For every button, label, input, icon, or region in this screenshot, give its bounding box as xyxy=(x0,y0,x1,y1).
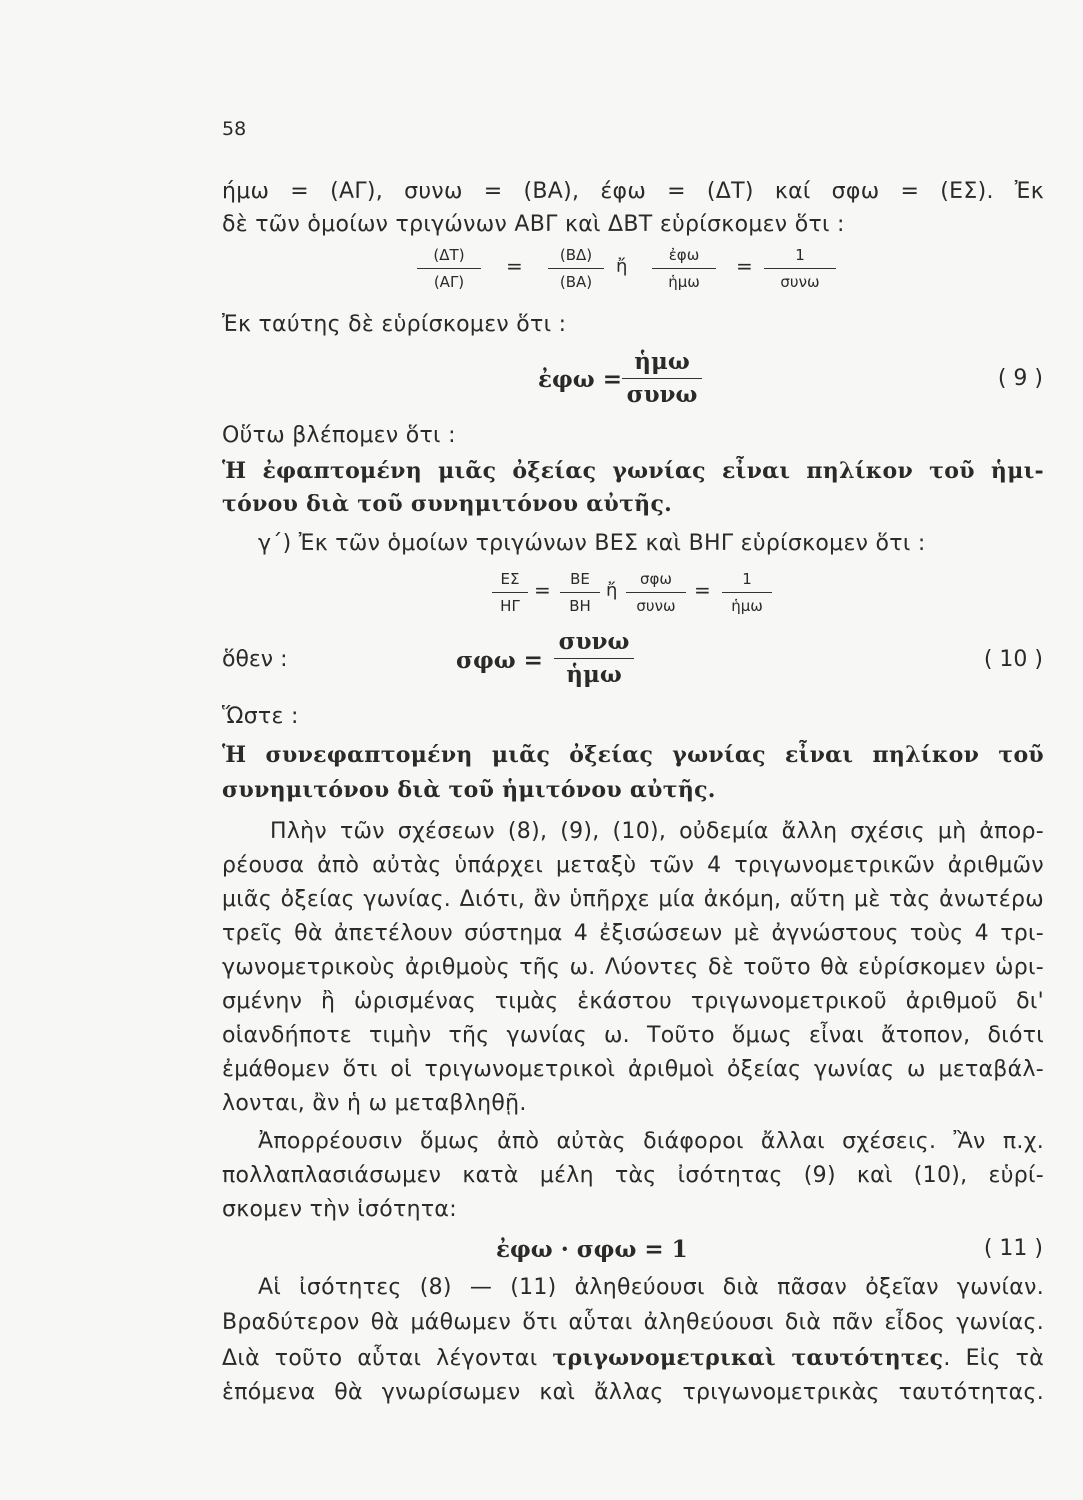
text-line: ήμω = (ΑΓ), συνω = (ΒΑ), έφω = (ΔΤ) καί σφω = (ΕΣ). Ἐκ xyxy=(222,179,1044,204)
text-line: πολλαπλασιάσωμεν κατὰ μέλη τὰς ἰσότητας (9) καὶ (10), εὑρί- xyxy=(222,1163,1044,1188)
bold-statement-line: συνημιτόνου διὰ τοῦ ἡμιτόνου αὐτῆς. xyxy=(222,777,716,803)
text-line: ρέουσα ἀπὸ αὐτὰς ὑπάρχει μεταξὺ τῶν 4 τριγωνομετρικῶν ἀριθμῶν xyxy=(222,853,1044,878)
fraction: συνω ἡμω xyxy=(554,628,634,689)
fraction: ἐφω ἡμω xyxy=(652,244,716,293)
text-line: Οὕτω βλέπομεν ὅτι : xyxy=(222,423,456,448)
text-line: οἱανδήποτε τιμὴν τῆς γωνίας ω. Τοῦτο ὅμως εἶναι ἄτοπον, διότι xyxy=(222,1023,1044,1048)
text-line: ἑπόμενα θὰ γνωρίσωμεν καὶ ἄλλας τριγωνομετρικὰς ταυτότητας. xyxy=(222,1380,1044,1405)
fraction: ΒΕ ΒΗ xyxy=(560,568,600,617)
equation-number: ( 11 ) xyxy=(983,1236,1043,1261)
text-line: τρεῖς θὰ ἀπετέλουν σύστημα 4 ἐξισώσεων μὲ ἀγνώστους τοὺς 4 τρι- xyxy=(222,921,1044,946)
bold-statement-line: τόνου διὰ τοῦ συνημιτόνου αὐτῆς. xyxy=(222,491,673,517)
fraction: (ΔΤ) (ΑΓ) xyxy=(417,244,481,293)
bold-statement-line: Ἡ συνεφαπτομένη μιᾶς ὀξείας γωνίας εἶναι πηλίκον τοῦ xyxy=(222,742,1044,768)
fraction: ΕΣ ΗΓ xyxy=(492,568,528,617)
text-line: σμένην ἢ ὡρισμένας τιμὰς ἑκάστου τριγωνομετρικοῦ ἀριθμοῦ δι' xyxy=(222,989,1044,1014)
book-page: 58 ήμω = (ΑΓ), συνω = (ΒΑ), έφω = (ΔΤ) καί σφω = (ΕΣ). Ἐκ δὲ τῶν ὁμοίων τριγώνων ΑΒΓ καὶ ΔΒΤ εὑρίσκομεν ὅτι : (ΔΤ) (ΑΓ) = (ΒΔ) (ΒΑ) ἤ ἐφω ἡμω = 1 συνω Ἐκ ταύτης δὲ εὑρίσκομεν ὅτι : ἐφω = ἡμω συνω ( 9 ) Οὕτω βλέπομεν ὅτι : Ἡ ἐφαπτομένη μιᾶς ὀξείας γωνίας εἶναι πηλίκον τοῦ ἡμι- τόνου διὰ τοῦ συνημιτόνου αὐτῆς. γ΄) Ἐκ τῶν ὁμοίων τριγώνων ΒΕΣ καὶ ΒΗΓ εὑρίσκομεν ὅτι : ΕΣ ΗΓ = ΒΕ ΒΗ ἤ σφω συνω = 1 ἡμω ὅθεν : σφω = συνω ἡμω ( 10 ) Ὥστε : Ἡ συνεφαπτομένη μιᾶς ὀξείας γωνίας εἶναι πηλίκον τοῦ συνημιτόνου διὰ τοῦ ἡμιτόνου αὐτῆς. Πλὴν τῶν σχέσεων (8), (9), (10), οὐδεμία ἄλλη σχέσις μὴ ἀπορ- ρέουσα ἀπὸ αὐτὰς ὑπάρχει μεταξὺ τῶν 4 τριγωνομετρικῶν ἀριθμῶν μιᾶς ὀξείας γωνίας. Διότι, ἂν ὑπῆρχε μία ἀκόμη, αὕτη μὲ τὰς ἀνωτέρω τρεῖς θὰ ἀπετέλουν σύστημα 4 ἐξισώσεων μὲ ἀγνώστους τοὺς 4 τρι- γωνομετρικοὺς ἀριθμοὺς τῆς ω. Λύοντες δὲ τοῦτο θὰ εὑρίσκομεν ὡρι- σμένην ἢ ὡρισμένας τιμὰς ἑκάστου τριγωνομετρικοῦ ἀριθμοῦ δι' οἱανδήποτε τιμὴν τῆς γωνίας ω. Τοῦτο ὅμως εἶναι ἄτοπον, διότι ἐμάθομεν ὅτι οἱ τριγωνομετρικοὶ ἀριθμοὶ ὀξείας γωνίας ω μεταβάλ- λονται, ἂν ἡ ω μεταβληθῇ. Ἀπορρέουσιν ὅμως ἀπὸ αὐτὰς διάφοροι ἄλλαι σχέσεις. Ἂν π.χ. πολλαπλασιάσωμεν κατὰ μέλη τὰς ἰσότητας (9) καὶ (10), εὑρί- σκομεν τὴν ἰσότητα: ἐφω · σφω = 1 ( 11 ) Αἱ ἰσότητες (8) — (11) ἀληθεύουσι διὰ πᾶσαν ὀξεῖαν γωνίαν. Βραδύτερον θὰ μάθωμεν ὅτι αὗται ἀληθεύουσι διὰ πᾶν εἶδος γωνίας. Διὰ τοῦτο αὗται λέγονται τριγωνομετρικαὶ ταυτότητες. Εἰς τὰ ἑπόμενα θὰ γνωρίσωμεν καὶ ἄλλας τριγωνομετρικὰς ταυτότητας. xyxy=(0,0,1083,1500)
text-line: ἐμάθομεν ὅτι οἱ τριγωνομετρικοὶ ἀριθμοὶ ὀξείας γωνίας ω μεταβάλ- xyxy=(222,1057,1044,1082)
text-line: Πλὴν τῶν σχέσεων (8), (9), (10), οὐδεμία ἄλλη σχέσις μὴ ἀπορ- xyxy=(270,819,1044,844)
bold-statement-line: Ἡ ἐφαπτομένη μιᾶς ὀξείας γωνίας εἶναι πηλίκον τοῦ ἡμι- xyxy=(222,458,1044,484)
fraction: 1 ἡμω xyxy=(722,568,772,617)
fraction: ἡμω συνω xyxy=(622,348,702,409)
bold-term: τριγωνομετρικαὶ ταυτότητες xyxy=(552,1345,944,1371)
text-line: μιᾶς ὀξείας γωνίας. Διότι, ἂν ὑπῆρχε μία ἀκόμη, αὕτη μὲ τὰς ἀνωτέρω xyxy=(222,887,1044,912)
text-line: Διὰ τοῦτο αὗται λέγονται τριγωνομετρικαὶ ταυτότητες. Εἰς τὰ xyxy=(222,1345,1044,1371)
text-line: Αἱ ἰσότητες (8) — (11) ἀληθεύουσι διὰ πᾶσαν ὀξεῖαν γωνίαν. xyxy=(258,1275,1044,1300)
page-number: 58 xyxy=(222,118,247,140)
text-line: δὲ τῶν ὁμοίων τριγώνων ΑΒΓ καὶ ΔΒΤ εὑρίσκομεν ὅτι : xyxy=(222,212,845,237)
fraction: σφω συνω xyxy=(626,568,686,617)
fraction: (ΒΔ) (ΒΑ) xyxy=(548,244,604,293)
equation-number: ( 9 ) xyxy=(997,366,1043,391)
text-line: Βραδύτερον θὰ μάθωμεν ὅτι αὗται ἀληθεύουσι διὰ πᾶν εἶδος γωνίας. xyxy=(222,1310,1044,1335)
text-line: λονται, ἂν ἡ ω μεταβληθῇ. xyxy=(222,1091,527,1116)
text-line: γ΄) Ἐκ τῶν ὁμοίων τριγώνων ΒΕΣ καὶ ΒΗΓ εὑρίσκομεν ὅτι : xyxy=(258,531,926,556)
text-line: γωνομετρικοὺς ἀριθμοὺς τῆς ω. Λύοντες δὲ τοῦτο θὰ εὑρίσκομεν ὡρι- xyxy=(222,955,1044,980)
fraction: 1 συνω xyxy=(764,244,836,293)
equation-number: ( 10 ) xyxy=(983,647,1043,672)
text-line: σκομεν τὴν ἰσότητα: xyxy=(222,1197,457,1222)
text-line: Ὥστε : xyxy=(222,704,299,729)
text-line: Ἀπορρέουσιν ὅμως ἀπὸ αὐτὰς διάφοροι ἄλλαι σχέσεις. Ἂν π.χ. xyxy=(258,1129,1044,1154)
text-line: Ἐκ ταύτης δὲ εὑρίσκομεν ὅτι : xyxy=(222,312,567,337)
